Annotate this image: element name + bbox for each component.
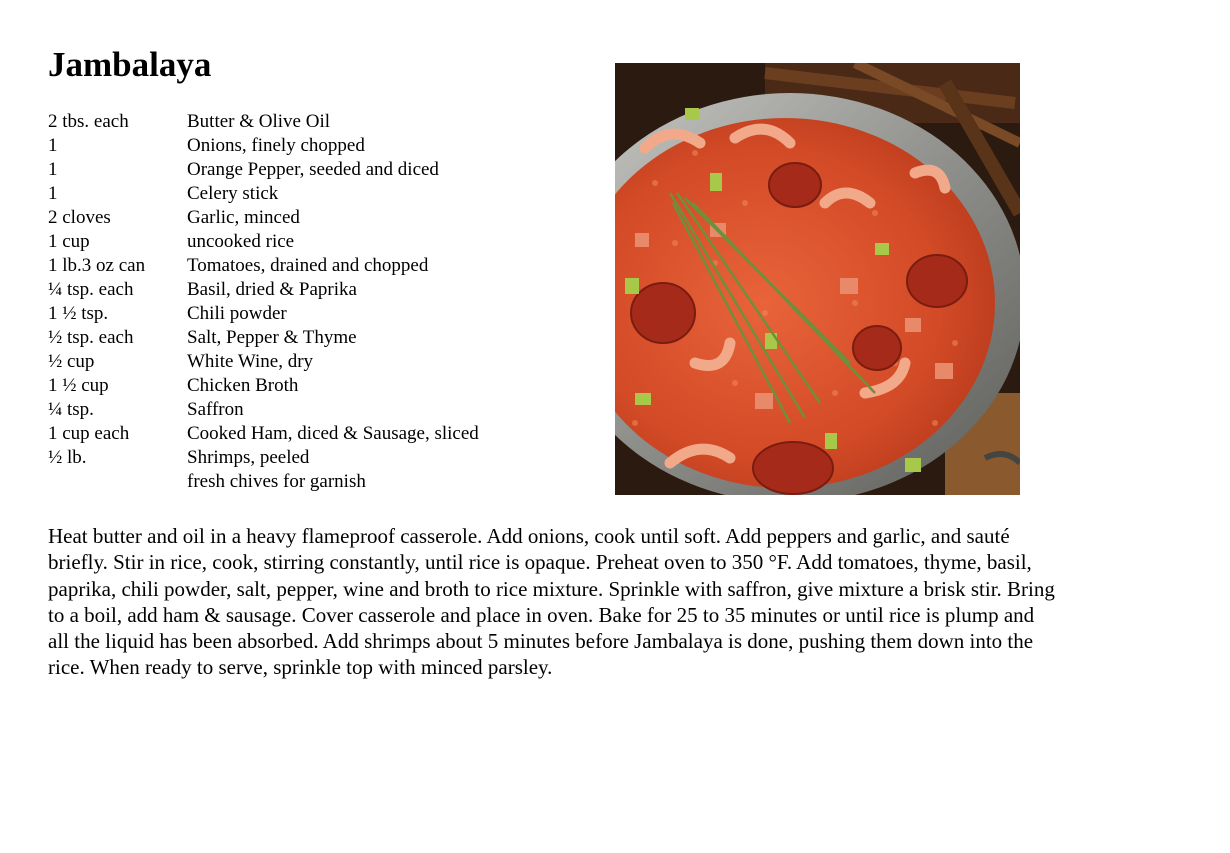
- ingredient-name: Orange Pepper, seeded and diced: [187, 159, 439, 180]
- ingredient-name: Saffron: [187, 399, 244, 420]
- ingredient-name: White Wine, dry: [187, 351, 314, 372]
- ingredient-quantity: 1 lb.3 oz can: [48, 255, 146, 276]
- ingredient-row: [48, 110, 479, 134]
- ingredient-quantity: 1 ½ cup: [48, 375, 109, 396]
- ingredient-row: [48, 134, 479, 158]
- ingredient-name: Basil, dried & Paprika: [187, 279, 357, 300]
- ingredient-row: [48, 182, 479, 206]
- ingredient-name: Celery stick: [187, 183, 279, 204]
- instructions-text: Heat butter and oil in a heavy flameproof casserole. Add onions, cook until soft. Add peppers and garlic, and sauté briefly. Stir in rice, cook, stirring constantly, until rice is opaque. Preheat oven to 350 °F. Add tomatoes, thyme, basil, paprika, chili powder, salt, pepper, wine and broth to rice mixture. Sprinkle with saffron, give mixture a brisk stir. Bring to a boil, add ham & sausage. Cover casserole and place in oven. Bake for 25 to 35 minutes or until rice is plump and all the liquid has been absorbed. Add shrimps about 5 minutes before Jambalaya is done, pushing them down into the rice. When ready to serve, sprinkle top with minced parsley.: [48, 524, 1055, 680]
- ingredient-quantity: [48, 470, 187, 494]
- ingredient-quantity: 1: [48, 183, 58, 204]
- ingredient-row: [48, 278, 479, 302]
- ingredient-name: Tomatoes, drained and chopped: [187, 255, 429, 276]
- ingredient-name: Onions, finely chopped: [187, 135, 365, 156]
- ingredient-quantity: 1: [48, 159, 58, 180]
- ingredient-row: [48, 350, 479, 374]
- ingredient-quantity: ¼ tsp. each: [48, 279, 134, 300]
- ingredient-quantity: 1 cup: [48, 231, 90, 252]
- ingredient-row: [48, 398, 479, 422]
- ingredient-name: Salt, Pepper & Thyme: [187, 327, 357, 348]
- ingredient-quantity: ½ lb.: [48, 447, 87, 468]
- ingredient-name: Garlic, minced: [187, 207, 300, 228]
- ingredient-row: [48, 374, 479, 398]
- ingredient-quantity: 1: [48, 135, 58, 156]
- ingredient-name: Chicken Broth: [187, 375, 299, 396]
- ingredient-quantity: ½ cup: [48, 351, 95, 372]
- ingredient-quantity: ½ tsp. each: [48, 327, 134, 348]
- ingredient-name: fresh chives for garnish: [187, 471, 366, 492]
- jambalaya-photo: [615, 63, 1020, 495]
- ingredient-list: [48, 110, 479, 494]
- ingredient-quantity: ¼ tsp.: [48, 399, 94, 420]
- ingredient-row: [48, 326, 479, 350]
- ingredient-row: [48, 158, 479, 182]
- ingredient-name: uncooked rice: [187, 231, 295, 252]
- ingredient-quantity: 1 cup each: [48, 423, 130, 444]
- ingredient-row: [48, 254, 479, 278]
- jambalaya-photo-art: [615, 63, 1020, 495]
- ingredient-quantity: 2 tbs. each: [48, 111, 129, 132]
- ingredient-row: [48, 422, 479, 446]
- ingredient-row: [48, 230, 479, 254]
- ingredient-quantity: 1 ½ tsp.: [48, 303, 109, 324]
- ingredient-name: Butter & Olive Oil: [187, 111, 331, 132]
- ingredient-row: [48, 470, 479, 494]
- ingredient-row: [48, 206, 479, 230]
- ingredient-row: [48, 302, 479, 326]
- recipe-title: Jambalaya: [48, 45, 212, 84]
- ingredient-name: Chili powder: [187, 303, 287, 324]
- ingredient-name: Cooked Ham, diced & Sausage, sliced: [187, 423, 479, 444]
- ingredient-quantity: 2 cloves: [48, 207, 111, 228]
- ingredient-row: [48, 446, 479, 470]
- ingredient-name: Shrimps, peeled: [187, 447, 310, 468]
